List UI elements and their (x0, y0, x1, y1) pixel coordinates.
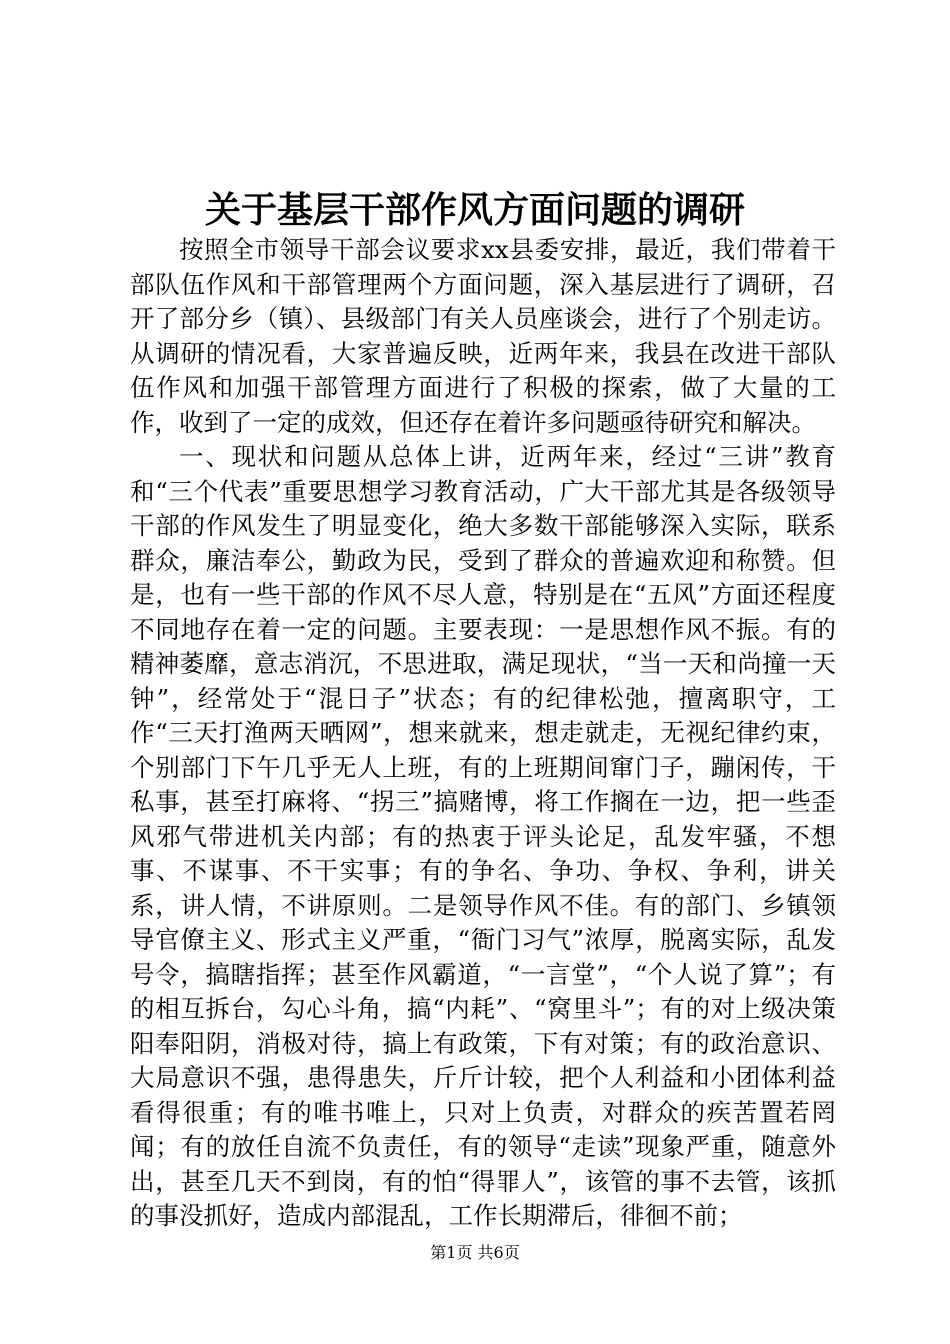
paragraph-intro: 按照全市领导干部会议要求xx县委安排，最近，我们带着干部队伍作风和干部管理两个方面问题，深入基层进行了调研，召开了部分乡（镇）、县级部门有关人员座谈会，进行了个别走访。从调研的情况看，大家普遍反映，近两年来，我县在改进干部队伍作风和加强干部管理方面进行了积极的探索，做了大量的工作，收到了一定的成效，但还存在着许多问题亟待研究和解决。 (130, 235, 836, 437)
document-body (130, 233, 836, 1234)
paragraph-status-and-problems: 一、现状和问题从总体上讲，近两年来，经过“三讲”教育和“三个代表”重要思想学习教育活动，广大干部尤其是各级领导干部的作风发生了明显变化，绝大多数干部能够深入实际，联系群众，廉洁奉公，勤政为民，受到了群众的普遍欢迎和称赞。但是，也有一些干部的作风不尽人意，特别是在“五风”方面还程度不同地存在着一定的问题。主要表现：一是思想作风不振。有的精神萎靡，意志消沉，不思进取，满足现状，“当一天和尚撞一天钟”，经常处于“混日子”状态；有的纪律松弛，擅离职守，工作“三天打渔两天晒网”，想来就来，想走就走，无视纪律约束，个别部门下午几乎无人上班，有的上班期间窜门子，蹦闲传，干私事，甚至打麻将、“拐三”搞赌博，将工作搁在一边，把一些歪风邪气带进机关内部；有的热衷于评头论足，乱发牢骚，不想事、不谋事、不干实事；有的争名、争功、争权、争利，讲关系，讲人情，不讲原则。二是领导作风不佳。有的部门、乡镇领导官僚主义、形式主义严重，“衙门习气”浓厚，脱离实际，乱发号令，搞瞎指挥；甚至作风霸道，“一言堂”，“个人说了算”；有的相互拆台，勾心斗角，搞“内耗”、“窝里斗”；有的对上级决策阳奉阳阴，消极对待，搞上有政策，下有对策；有的政治意识、大局意识不强，患得患失，斤斤计较，把个人利益和小团体利益看得很重；有的唯书唯上，只对上负责，对群众的疾苦置若罔闻；有的放任自流不负责任，有的领导“走读”现象严重，随意外出，甚至几天不到岗，有的怕“得罪人”，该管的事不去管，该抓的事没抓好，造成内部混乱，工作长期滞后，徘徊不前； (130, 442, 836, 1230)
document-title: 关于基层干部作风方面问题的调研 (204, 189, 745, 231)
page-footer: 第1页 共6页 (430, 1243, 520, 1262)
